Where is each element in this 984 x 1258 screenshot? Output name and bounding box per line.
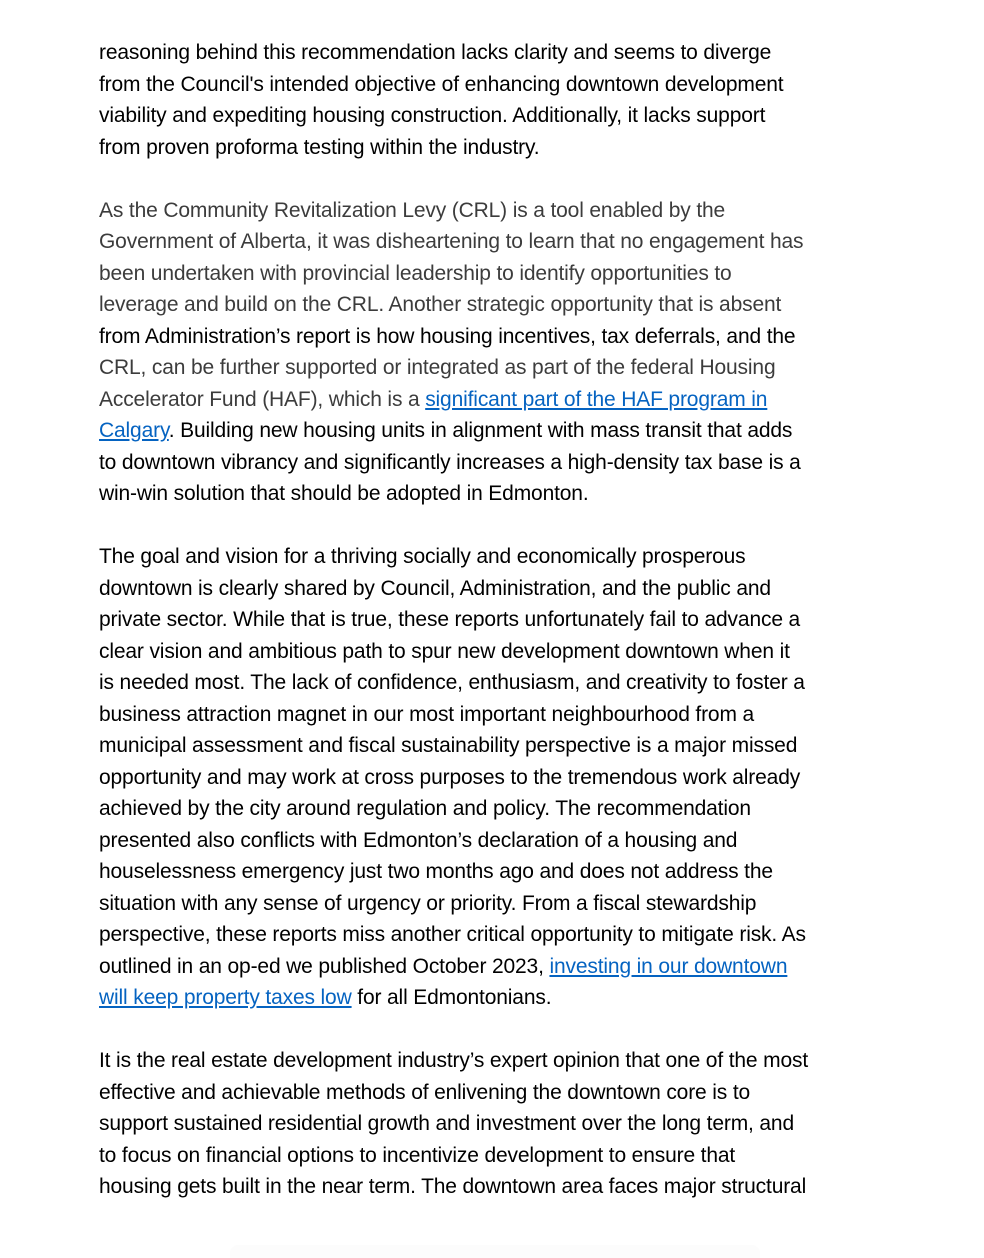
paragraph-industry-opinion (99, 1045, 889, 1203)
text-line: support sustained residential growth and investment over the long term, and (99, 1112, 794, 1135)
text-line: from the Council's intended objective of enhancing downtown development (99, 72, 784, 96)
text-line: from proven proforma testing within the industry. (99, 135, 540, 159)
text-line: is needed most. The lack of confidence, enthusiasm, and creativity to foster a (99, 671, 805, 694)
text-line (99, 982, 889, 1014)
text-line: private sector. While that is true, these reports unfortunately fail to advance a (99, 608, 801, 631)
text-line: viability and expediting housing construction. Additionally, it lacks support (99, 104, 766, 127)
text-line: It is the real estate development industry’s expert opinion that one of the most (99, 1049, 809, 1072)
text-line: achieved by the city around regulation and policy. The recommendation (99, 797, 751, 820)
text-line: from Administration’s report is how housing incentives, tax deferrals, and the (99, 324, 796, 348)
paragraph-downtown-vision (99, 541, 889, 1014)
text-segment: . Building new housing units in alignment with mass transit that adds (168, 419, 793, 442)
text-line: The goal and vision for a thriving socially and economically prosperous (99, 545, 746, 568)
text-line: perspective, these reports miss another critical opportunity to mitigate risk. As (99, 923, 806, 946)
text-line: municipal assessment and fiscal sustainability perspective is a major missed (99, 734, 798, 757)
op-ed-link-continued[interactable]: will keep property taxes low (99, 986, 352, 1009)
page-edge-shadow (230, 1245, 760, 1258)
text-line: opportunity and may work at cross purposes to the tremendous work already (99, 765, 801, 789)
text-line: As the Community Revitalization Levy (CRL) is a tool enabled by the (99, 198, 726, 222)
text-segment: Accelerator Fund (HAF), which is a (99, 387, 426, 411)
text-line: houselessness emergency just two months ago and does not address the (99, 860, 773, 883)
text-line: effective and achievable methods of enlivening the downtown core is to (99, 1080, 751, 1104)
document-body (99, 37, 889, 1234)
text-line: CRL, can be further supported or integrated as part of the federal Housing (99, 356, 776, 379)
text-segment: outlined in an op-ed we published October 2023, (99, 954, 550, 978)
text-line: housing gets built in the near term. The downtown area faces major structural (99, 1175, 807, 1198)
text-line: reasoning behind this recommendation lacks clarity and seems to diverge (99, 41, 772, 64)
text-line: to focus on financial options to incentivize development to ensure that (99, 1143, 736, 1167)
text-line: to downtown vibrancy and significantly increases a high-density tax base is a (99, 450, 801, 474)
text-line: leverage and build on the CRL. Another strategic opportunity that is absent (99, 293, 782, 316)
text-line: been undertaken with provincial leadership to identify opportunities to (99, 261, 732, 285)
op-ed-link[interactable]: investing in our downtown (549, 954, 788, 978)
text-line: Government of Alberta, it was disheartening to learn that no engagement has (99, 230, 804, 253)
paragraph-crl (99, 195, 889, 510)
text-line: downtown is clearly shared by Council, Administration, and the public and (99, 576, 771, 600)
text-line (99, 951, 889, 983)
text-line (99, 384, 889, 416)
text-line: situation with any sense of urgency or priority. From a fiscal stewardship (99, 891, 757, 915)
text-line: win-win solution that should be adopted in Edmonton. (99, 482, 589, 505)
text-segment: for all Edmontonians. (351, 986, 552, 1009)
paragraph-recommendation-clarity (99, 37, 889, 163)
haf-calgary-link[interactable]: significant part of the HAF program in (425, 387, 768, 411)
text-line: business attraction magnet in our most important neighbourhood from a (99, 702, 755, 726)
haf-calgary-link-continued[interactable]: Calgary (99, 419, 169, 442)
text-line: presented also conflicts with Edmonton’s declaration of a housing and (99, 828, 738, 852)
text-line (99, 415, 889, 447)
text-line: clear vision and ambitious path to spur new development downtown when it (99, 639, 790, 663)
